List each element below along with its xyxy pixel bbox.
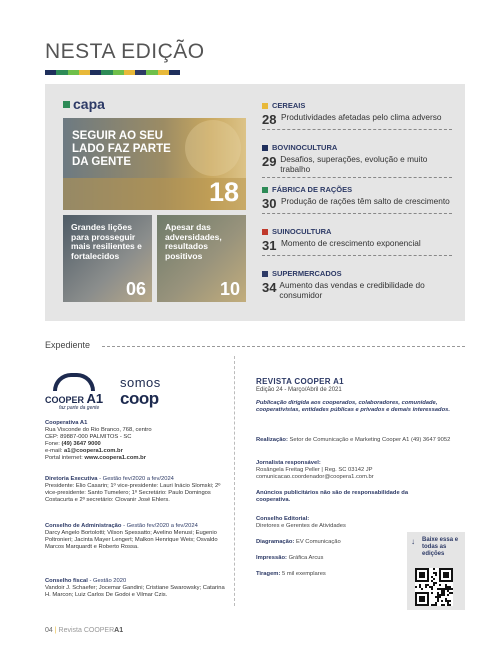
category-square-icon — [262, 187, 268, 193]
cover-card-1[interactable] — [63, 215, 152, 302]
cover-card-page: 10 — [219, 279, 240, 299]
diretoria-block: Diretoria Executiva - Gestão fev/2020 a fev/2024 Presidente: Elio Casarin; 1º vice-presidente: Lauri Inácio Slomski; 2º vice-presidente: Santo Tumelero; 1º Secretário: Paulo Domingos Costacurta e 2º secretário: Clovanir José Ehlers. — [45, 476, 221, 503]
category-name: FÁBRICA DE RAÇÕES — [272, 185, 353, 194]
cover-hero-text: SEGUIR AO SEU LADO FAZ PARTE DA GENTE — [72, 130, 171, 168]
stripe-segment — [169, 70, 180, 75]
cover-hero-page: 18 — [208, 177, 239, 207]
conselho-editorial-block: Conselho Editorial: Diretores e Gerentes de Atividades — [256, 516, 346, 529]
conselho-fiscal-block: Conselho fiscal - Gestão 2020 Vandoir J. Schaefer; Jocemar Gandini; Cristiane Swarowsky; Catarina H. Marcon; Luiz Carlos De Godoi e Vilmar Czis. — [45, 578, 225, 598]
divider — [262, 255, 452, 256]
stripe-segment — [124, 70, 135, 75]
page-number: 04 — [45, 627, 53, 634]
qr-code-icon[interactable] — [415, 568, 453, 606]
category-name: SUINOCULTURA — [272, 227, 332, 236]
logo-arch-icon — [53, 373, 95, 391]
company-info: Cooperativa A1 Rua Visconde do Rio Branco, 768, centro CEP: 89887-000 PALMITOS - SC Fone: (49) 3647 9000 e-mail: a1@coopera1.com.br Portal internet: www.coopera1.com.br — [45, 420, 152, 461]
stripe-segment — [113, 70, 124, 75]
section-page: 28 — [262, 112, 277, 127]
cover-label: capa — [63, 96, 105, 112]
color-stripe — [45, 70, 180, 75]
stripe-segment — [45, 70, 56, 75]
magazine-edition: Edição 24 - Março/Abril de 2021 — [256, 387, 342, 393]
anuncios-block: Anúncios publicitários não são de responsabilidade da cooperativa. — [256, 490, 409, 503]
stripe-segment — [68, 70, 79, 75]
section-page: 30 — [262, 196, 277, 211]
divider — [262, 129, 452, 130]
jornalista-block: Jornalista responsável: Rosângela Freitag Peller | Reg. SC 03142 JP comunicacao.coordenador@coopera1.com.br — [256, 460, 374, 480]
portal-link[interactable]: www.coopera1.com.br — [84, 455, 146, 461]
category-name: SUPERMERCADOS — [272, 269, 342, 278]
page-footer: 04 | Revista COOPERA1 — [45, 627, 124, 634]
somos-coop-logo: somos coop — [120, 375, 161, 408]
stripe-segment — [56, 70, 67, 75]
stripe-segment — [158, 70, 169, 75]
impressao-block: Impressão: Gráfica Arcus — [256, 555, 324, 561]
cooper-a1-logo: COOPER A1 faz parte da gente — [45, 373, 107, 413]
stripe-segment — [90, 70, 101, 75]
stripe-segment — [79, 70, 90, 75]
category-square-icon — [262, 271, 268, 277]
download-arrow-icon: ↓ — [411, 537, 415, 546]
conselho-admin-block: Conselho de Administração - Gestão fev/2020 a fev/2024 Darcy Angelo Bortolotti; Vilson Spessatto; Avelino Menusi; Eugenio Poltronieri; Jacinta Mayer Lengert; Malkon Henrique Weis; Osvaldo Marcos Marquardt e Roberto Rossa. — [45, 523, 218, 550]
divider — [262, 177, 452, 178]
category-square-icon — [262, 103, 268, 109]
cover-hero[interactable] — [63, 118, 246, 210]
expediente-heading: Expediente — [45, 340, 91, 350]
section-page: 29 — [262, 154, 277, 169]
section-page: 34 — [262, 280, 277, 295]
section-supermercados[interactable] — [262, 269, 452, 300]
cover-card-2[interactable] — [157, 215, 246, 302]
category-name: BOVINOCULTURA — [272, 143, 338, 152]
realizacao-block: Realização: Setor de Comunicação e Marketing Cooper A1 (49) 3647 9052 — [256, 437, 451, 443]
section-cereais[interactable] — [262, 101, 452, 130]
email-link[interactable]: a1@coopera1.com.br — [64, 448, 123, 454]
stripe-segment — [146, 70, 157, 75]
diagramacao-block: Diagramação: EV Comunicação — [256, 539, 341, 545]
section-desc: Desafios, superações, evolução e muito trabalho — [280, 154, 428, 174]
section-desc: Momento de crescimento exponencial — [281, 238, 421, 248]
logo-tagline: faz parte da gente — [59, 405, 100, 411]
section-desc: Produção de rações têm salto de crescimento — [281, 196, 450, 206]
category-square-icon — [262, 145, 268, 151]
expediente-divider — [102, 346, 465, 347]
magazine-publication: Publicação dirigida aos cooperados, colaboradores, comunidade, cooperativistas, entidades públicas e privados e demais interessados. — [256, 400, 450, 413]
section-desc: Produtividades afetadas pelo clima adverso — [281, 112, 442, 122]
section-desc: Aumento das vendas e credibilidade do consumidor — [279, 280, 425, 300]
page-title: NESTA EDIÇÃO — [45, 40, 205, 63]
download-text: Baixe essa e todas as edições — [422, 537, 459, 557]
category-name: CEREAIS — [272, 101, 306, 110]
stripe-segment — [135, 70, 146, 75]
category-square-icon — [262, 229, 268, 235]
cover-card-text: Apesar das adversidades, resultados positivos — [165, 222, 222, 261]
cover-card-text: Grandes lições para prosseguir mais resilientes e fortalecidos — [71, 222, 142, 261]
divider — [262, 213, 452, 214]
tiragem-block: Tiragem: 5 mil exemplares — [256, 571, 326, 577]
stripe-segment — [101, 70, 112, 75]
cover-card-page: 06 — [125, 279, 146, 299]
contents-panel — [45, 84, 465, 321]
column-divider — [234, 356, 235, 606]
section-fabrica-de-racoes[interactable] — [262, 185, 452, 214]
section-suinocultura[interactable] — [262, 227, 452, 256]
section-page: 31 — [262, 238, 277, 253]
section-bovinocultura[interactable] — [262, 143, 452, 178]
green-square-icon — [63, 101, 70, 108]
magazine-title: REVISTA COOPER A1 — [256, 377, 344, 386]
